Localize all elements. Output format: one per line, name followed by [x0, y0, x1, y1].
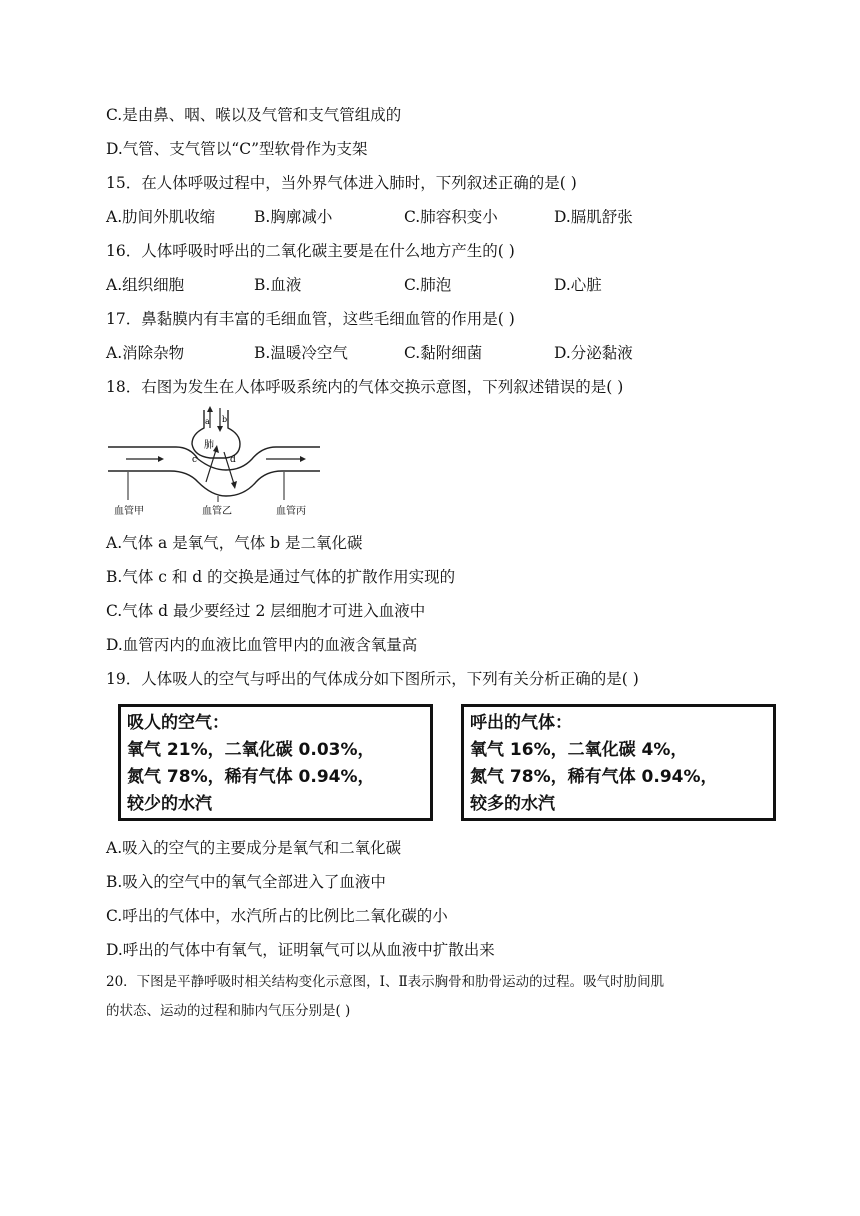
inhaled-line-3: 较少的水汽: [127, 794, 212, 814]
q16-stem: 16．人体呼吸时呼出的二氧化碳主要是在什么地方产生的( ): [106, 242, 515, 260]
q18-option-b: B.气体 c 和 d 的交换是通过气体的扩散作用实现的: [106, 568, 456, 586]
exhaled-air-box: [461, 704, 776, 821]
q17-option-b: B.温暖冷空气: [254, 344, 348, 362]
q17-stem: 17．鼻黏膜内有丰富的毛细血管，这些毛细血管的作用是( ): [106, 310, 515, 328]
gas-exchange-diagram: [106, 404, 326, 520]
q20-stem-line-1: 20．下图是平静呼吸时相关结构变化示意图，Ⅰ、Ⅱ表示胸骨和肋骨运动的过程。吸气时肋间肌: [106, 974, 665, 990]
q17-option-c: C.黏附细菌: [404, 344, 483, 362]
q14-option-c: C.是由鼻、咽、喉以及气管和支气管组成的: [106, 106, 402, 124]
inhaled-line-1: 氧气 21%，二氧化碳 0.03%，: [127, 740, 375, 760]
exhaled-title: 呼出的气体：: [470, 713, 572, 733]
q18-option-a: A.气体 a 是氧气，气体 b 是二氧化碳: [106, 534, 363, 552]
q15-option-c: C.肺容积变小: [404, 208, 498, 226]
q15-option-b: B.胸廓减小: [254, 208, 333, 226]
label-c: c: [192, 455, 198, 465]
q16-option-d: D.心脏: [554, 276, 602, 294]
exhaled-line-1: 氧气 16%，二氧化碳 4%，: [470, 740, 688, 760]
label-vessel-3: 血管丙: [276, 506, 306, 517]
q17-option-a: A.消除杂物: [106, 344, 185, 362]
label-lung: 肺: [204, 440, 214, 451]
q16-option-c: C.肺泡: [404, 276, 452, 294]
q15-option-d: D.膈肌舒张: [554, 208, 633, 226]
inhaled-air-box: [118, 704, 433, 821]
label-a: a: [205, 417, 210, 426]
label-b: b: [222, 415, 228, 424]
q15-stem: 15．在人体呼吸过程中，当外界气体进入肺时，下列叙述正确的是( ): [106, 174, 577, 192]
q18-option-c: C.气体 d 最少要经过 2 层细胞才可进入血液中: [106, 602, 426, 620]
label-d: d: [230, 455, 236, 465]
q16-option-a: A.组织细胞: [106, 276, 185, 294]
exhaled-line-2: 氮气 78%，稀有气体 0.94%，: [470, 767, 718, 787]
q19-option-a: A.吸入的空气的主要成分是氧气和二氧化碳: [106, 839, 402, 857]
label-vessel-1: 血管甲: [114, 506, 144, 517]
q18-option-d: D.血管丙内的血液比血管甲内的血液含氧量高: [106, 636, 418, 654]
q17-option-d: D.分泌黏液: [554, 344, 633, 362]
inhaled-title: 吸人的空气：: [127, 713, 229, 733]
q19-option-c: C.呼出的气体中，水汽所占的比例比二氧化碳的小: [106, 907, 448, 925]
q16-option-b: B.血液: [254, 276, 302, 294]
q20-stem-line-2: 的状态、运动的过程和肺内气压分别是( ): [106, 1003, 351, 1019]
q19-stem: 19．人体吸人的空气与呼出的气体成分如下图所示，下列有关分析正确的是( ): [106, 670, 639, 688]
label-vessel-2: 血管乙: [202, 506, 232, 517]
q15-option-a: A.肋间外肌收缩: [106, 208, 216, 226]
inhaled-line-2: 氮气 78%，稀有气体 0.94%，: [127, 767, 375, 787]
q19-option-b: B.吸入的空气中的氧气全部进入了血液中: [106, 873, 386, 891]
q18-stem: 18．右图为发生在人体呼吸系统内的气体交换示意图，下列叙述错误的是( ): [106, 378, 624, 396]
q19-option-d: D.呼出的气体中有氧气，证明氧气可以从血液中扩散出来: [106, 941, 495, 959]
exhaled-line-3: 较多的水汽: [470, 794, 555, 814]
q14-option-d: D.气管、支气管以“C”型软骨作为支架: [106, 140, 368, 158]
